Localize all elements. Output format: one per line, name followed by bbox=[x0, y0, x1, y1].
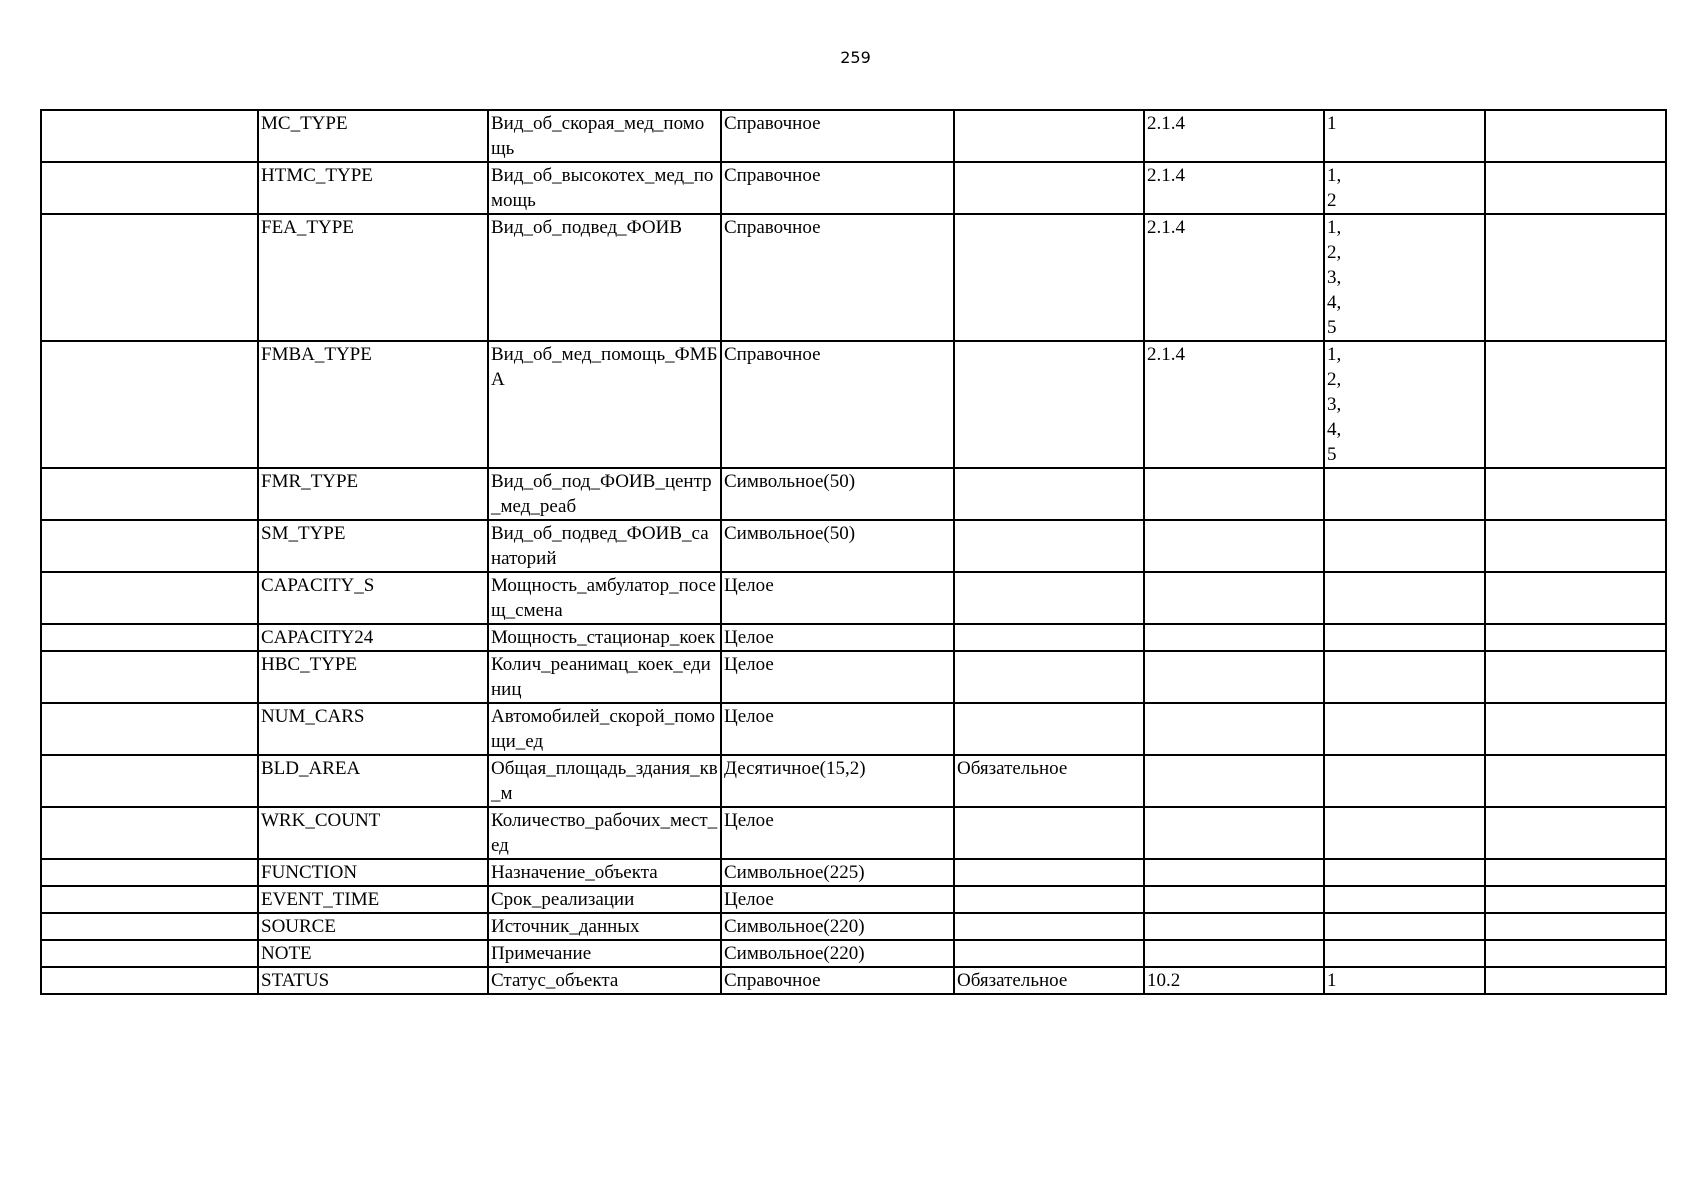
field-name-cell: Мощность_стационар_коек bbox=[488, 624, 721, 651]
table-row bbox=[41, 110, 1666, 162]
blank-cell bbox=[41, 468, 258, 520]
values-cell bbox=[1324, 703, 1485, 755]
field-type-cell: Справочное bbox=[721, 967, 954, 994]
reference-cell: 2.1.4 bbox=[1144, 214, 1324, 341]
field-type-cell: Целое bbox=[721, 572, 954, 624]
values-cell bbox=[1324, 572, 1485, 624]
note-cell bbox=[1485, 859, 1666, 886]
table-row bbox=[41, 913, 1666, 940]
table-row bbox=[41, 886, 1666, 913]
required-cell bbox=[954, 703, 1144, 755]
field-name-cell: Вид_об_мед_помощь_ФМБА bbox=[488, 341, 721, 468]
blank-cell bbox=[41, 940, 258, 967]
table-row bbox=[41, 703, 1666, 755]
reference-cell bbox=[1144, 940, 1324, 967]
field-name-cell: Общая_площадь_здания_кв_м bbox=[488, 755, 721, 807]
note-cell bbox=[1485, 703, 1666, 755]
required-cell bbox=[954, 859, 1144, 886]
blank-cell bbox=[41, 110, 258, 162]
table-row bbox=[41, 940, 1666, 967]
note-cell bbox=[1485, 940, 1666, 967]
field-type-cell: Справочное bbox=[721, 341, 954, 468]
values-cell bbox=[1324, 940, 1485, 967]
table-row bbox=[41, 520, 1666, 572]
table-row bbox=[41, 807, 1666, 859]
field-name-cell: Назначение_объекта bbox=[488, 859, 721, 886]
values-cell bbox=[1324, 886, 1485, 913]
field-code-cell: WRK_COUNT bbox=[258, 807, 488, 859]
field-name-cell: Вид_об_скорая_мед_помощь bbox=[488, 110, 721, 162]
field-name-cell: Количество_рабочих_мест_ед bbox=[488, 807, 721, 859]
required-cell bbox=[954, 807, 1144, 859]
blank-cell bbox=[41, 572, 258, 624]
values-cell: 1, 2, 3, 4, 5 bbox=[1324, 341, 1485, 468]
field-code-cell: HBC_TYPE bbox=[258, 651, 488, 703]
required-cell bbox=[954, 651, 1144, 703]
field-name-cell: Вид_об_под_ФОИВ_центр_мед_реаб bbox=[488, 468, 721, 520]
field-code-cell: HTMC_TYPE bbox=[258, 162, 488, 214]
blank-cell bbox=[41, 703, 258, 755]
table-row bbox=[41, 468, 1666, 520]
field-name-cell: Статус_объекта bbox=[488, 967, 721, 994]
table-row bbox=[41, 162, 1666, 214]
field-code-cell: FMR_TYPE bbox=[258, 468, 488, 520]
field-code-cell: STATUS bbox=[258, 967, 488, 994]
field-type-cell: Целое bbox=[721, 624, 954, 651]
fields-table-body bbox=[41, 110, 1666, 994]
reference-cell bbox=[1144, 520, 1324, 572]
required-cell: Обязательное bbox=[954, 967, 1144, 994]
required-cell bbox=[954, 624, 1144, 651]
field-type-cell: Символьное(220) bbox=[721, 913, 954, 940]
fields-table bbox=[40, 109, 1667, 995]
note-cell bbox=[1485, 651, 1666, 703]
note-cell bbox=[1485, 807, 1666, 859]
field-name-cell: Срок_реализации bbox=[488, 886, 721, 913]
table-row bbox=[41, 624, 1666, 651]
blank-cell bbox=[41, 341, 258, 468]
reference-cell bbox=[1144, 755, 1324, 807]
table-row bbox=[41, 651, 1666, 703]
values-cell bbox=[1324, 624, 1485, 651]
note-cell bbox=[1485, 913, 1666, 940]
field-type-cell: Символьное(50) bbox=[721, 520, 954, 572]
blank-cell bbox=[41, 755, 258, 807]
blank-cell bbox=[41, 807, 258, 859]
field-name-cell: Вид_об_подвед_ФОИВ bbox=[488, 214, 721, 341]
field-type-cell: Символьное(225) bbox=[721, 859, 954, 886]
field-type-cell: Целое bbox=[721, 886, 954, 913]
field-code-cell: CAPACITY_S bbox=[258, 572, 488, 624]
field-code-cell: NUM_CARS bbox=[258, 703, 488, 755]
field-code-cell: SOURCE bbox=[258, 913, 488, 940]
field-type-cell: Справочное bbox=[721, 162, 954, 214]
field-name-cell: Мощность_амбулатор_посещ_смена bbox=[488, 572, 721, 624]
note-cell bbox=[1485, 214, 1666, 341]
note-cell bbox=[1485, 967, 1666, 994]
note-cell bbox=[1485, 110, 1666, 162]
field-code-cell: FEA_TYPE bbox=[258, 214, 488, 341]
note-cell bbox=[1485, 624, 1666, 651]
note-cell bbox=[1485, 162, 1666, 214]
reference-cell: 2.1.4 bbox=[1144, 341, 1324, 468]
field-type-cell: Целое bbox=[721, 651, 954, 703]
field-type-cell: Десятичное(15,2) bbox=[721, 755, 954, 807]
note-cell bbox=[1485, 572, 1666, 624]
required-cell bbox=[954, 214, 1144, 341]
blank-cell bbox=[41, 520, 258, 572]
blank-cell bbox=[41, 859, 258, 886]
required-cell: Обязательное bbox=[954, 755, 1144, 807]
reference-cell bbox=[1144, 703, 1324, 755]
field-name-cell: Примечание bbox=[488, 940, 721, 967]
reference-cell bbox=[1144, 886, 1324, 913]
required-cell bbox=[954, 520, 1144, 572]
reference-cell bbox=[1144, 859, 1324, 886]
values-cell: 1 bbox=[1324, 967, 1485, 994]
field-type-cell: Целое bbox=[721, 807, 954, 859]
values-cell bbox=[1324, 651, 1485, 703]
required-cell bbox=[954, 572, 1144, 624]
reference-cell: 2.1.4 bbox=[1144, 110, 1324, 162]
field-name-cell: Вид_об_высокотех_мед_помощь bbox=[488, 162, 721, 214]
blank-cell bbox=[41, 651, 258, 703]
note-cell bbox=[1485, 341, 1666, 468]
table-row bbox=[41, 341, 1666, 468]
reference-cell bbox=[1144, 624, 1324, 651]
field-code-cell: FMBA_TYPE bbox=[258, 341, 488, 468]
note-cell bbox=[1485, 886, 1666, 913]
values-cell bbox=[1324, 755, 1485, 807]
blank-cell bbox=[41, 162, 258, 214]
values-cell: 1, 2 bbox=[1324, 162, 1485, 214]
values-cell: 1, 2, 3, 4, 5 bbox=[1324, 214, 1485, 341]
reference-cell bbox=[1144, 572, 1324, 624]
reference-cell bbox=[1144, 913, 1324, 940]
required-cell bbox=[954, 110, 1144, 162]
field-type-cell: Целое bbox=[721, 703, 954, 755]
table-row bbox=[41, 967, 1666, 994]
field-code-cell: SM_TYPE bbox=[258, 520, 488, 572]
field-name-cell: Колич_реанимац_коек_единиц bbox=[488, 651, 721, 703]
field-code-cell: MC_TYPE bbox=[258, 110, 488, 162]
reference-cell: 10.2 bbox=[1144, 967, 1324, 994]
field-code-cell: FUNCTION bbox=[258, 859, 488, 886]
field-type-cell: Символьное(220) bbox=[721, 940, 954, 967]
field-name-cell: Автомобилей_скорой_помощи_ед bbox=[488, 703, 721, 755]
values-cell bbox=[1324, 913, 1485, 940]
table-row bbox=[41, 572, 1666, 624]
blank-cell bbox=[41, 214, 258, 341]
values-cell bbox=[1324, 859, 1485, 886]
field-type-cell: Символьное(50) bbox=[721, 468, 954, 520]
blank-cell bbox=[41, 967, 258, 994]
values-cell bbox=[1324, 807, 1485, 859]
values-cell: 1 bbox=[1324, 110, 1485, 162]
note-cell bbox=[1485, 755, 1666, 807]
reference-cell bbox=[1144, 468, 1324, 520]
blank-cell bbox=[41, 886, 258, 913]
field-type-cell: Справочное bbox=[721, 110, 954, 162]
values-cell bbox=[1324, 520, 1485, 572]
reference-cell bbox=[1144, 807, 1324, 859]
field-type-cell: Справочное bbox=[721, 214, 954, 341]
required-cell bbox=[954, 468, 1144, 520]
field-name-cell: Вид_об_подвед_ФОИВ_санаторий bbox=[488, 520, 721, 572]
blank-cell bbox=[41, 624, 258, 651]
note-cell bbox=[1485, 468, 1666, 520]
reference-cell bbox=[1144, 651, 1324, 703]
required-cell bbox=[954, 886, 1144, 913]
table-row bbox=[41, 214, 1666, 341]
field-code-cell: EVENT_TIME bbox=[258, 886, 488, 913]
field-code-cell: CAPACITY24 bbox=[258, 624, 488, 651]
required-cell bbox=[954, 341, 1144, 468]
values-cell bbox=[1324, 468, 1485, 520]
reference-cell: 2.1.4 bbox=[1144, 162, 1324, 214]
page-number: 259 bbox=[840, 48, 871, 67]
required-cell bbox=[954, 162, 1144, 214]
table-row bbox=[41, 859, 1666, 886]
note-cell bbox=[1485, 520, 1666, 572]
table-row bbox=[41, 755, 1666, 807]
field-name-cell: Источник_данных bbox=[488, 913, 721, 940]
field-code-cell: NOTE bbox=[258, 940, 488, 967]
field-code-cell: BLD_AREA bbox=[258, 755, 488, 807]
required-cell bbox=[954, 940, 1144, 967]
blank-cell bbox=[41, 913, 258, 940]
required-cell bbox=[954, 913, 1144, 940]
